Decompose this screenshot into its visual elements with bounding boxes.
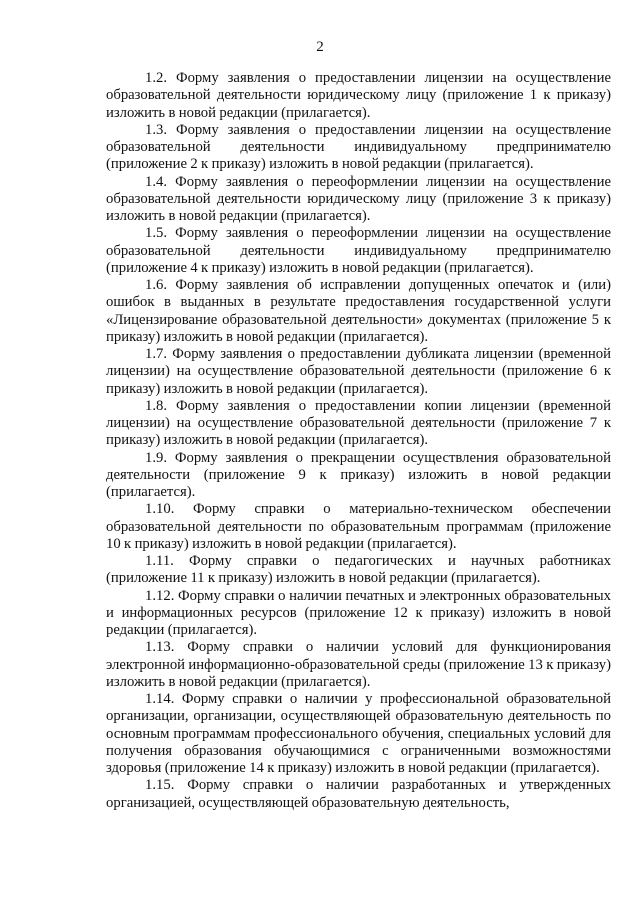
paragraph-1-13: 1.13. Форму справки о наличии условий для функционирования электронной информационно-образовательной среды (приложение 13 к приказу) изложить в новой редакции (прилагается). [106,639,611,690]
paragraph-1-11: 1.11. Форму справки о педагогических и научных работниках (приложение 11 к приказу) изложить в новой редакции (прилагается). [106,553,611,587]
document-body [106,70,611,812]
paragraph-1-14: 1.14. Форму справки о наличии у профессиональной образовательной организации, организации, осуществляющей образовательную деятельность по основным программам профессионального обучения, специальных условий для получения образования обучающимися с ограниченными возможностями здоровья (приложение 14 к приказу) изложить в новой редакции (прилагается). [106,691,611,776]
page-number: 2 [316,39,324,55]
paragraph-1-5: 1.5. Форму заявления о переоформлении лицензии на осуществление образовательной деятельности индивидуальному предпринимателю (приложение 4 к приказу) изложить в новой редакции (прилагается). [106,225,611,276]
paragraph-1-12: 1.12. Форму справки о наличии печатных и электронных образовательных и информационных ресурсов (приложение 12 к приказу) изложить в новой редакции (прилагается). [106,587,611,638]
paragraph-1-4: 1.4. Форму заявления о переоформлении лицензии на осуществление образовательной деятельности юридическому лицу (приложение 3 к приказу) изложить в новой редакции (прилагается). [106,173,611,224]
paragraph-1-9: 1.9. Форму заявления о прекращении осуществления образовательной деятельности (приложение 9 к приказу) изложить в новой редакции (прилагается). [106,449,611,500]
paragraph-1-15: 1.15. Форму справки о наличии разработанных и утвержденных организацией, осуществляющей образовательную деятельность, [106,777,611,811]
paragraph-1-10: 1.10. Форму справки о материально-техническом обеспечении образовательной деятельности по образовательным программам (приложение 10 к приказу) изложить в новой редакции (прилагается). [106,501,611,552]
paragraph-1-3: 1.3. Форму заявления о предоставлении лицензии на осуществление образовательной деятельности индивидуальному предпринимателю (приложение 2 к приказу) изложить в новой редакции (прилагается). [106,121,611,173]
paragraph-1-6: 1.6. Форму заявления об исправлении допущенных опечаток и (или) ошибок в выданных в результате предоставления государственной услуги «Лицензирование образовательной деятельности» документах (приложение 5 к приказу) изложить в новой редакции (прилагается). [106,277,611,345]
paragraph-1-2: 1.2. Форму заявления о предоставлении лицензии на осуществление образовательной деятельности юридическому лицу (приложение 1 к приказу) изложить в новой редакции (прилагается). [106,70,611,121]
paragraph-1-8: 1.8. Форму заявления о предоставлении копии лицензии (временной лицензии) на осуществление образовательной деятельности (приложение 7 к приказу) изложить в новой редакции (прилагается). [106,397,611,449]
paragraph-1-7: 1.7. Форму заявления о предоставлении дубликата лицензии (временной лицензии) на осуществление образовательной деятельности (приложение 6 к приказу) изложить в новой редакции (прилагается). [106,346,611,397]
